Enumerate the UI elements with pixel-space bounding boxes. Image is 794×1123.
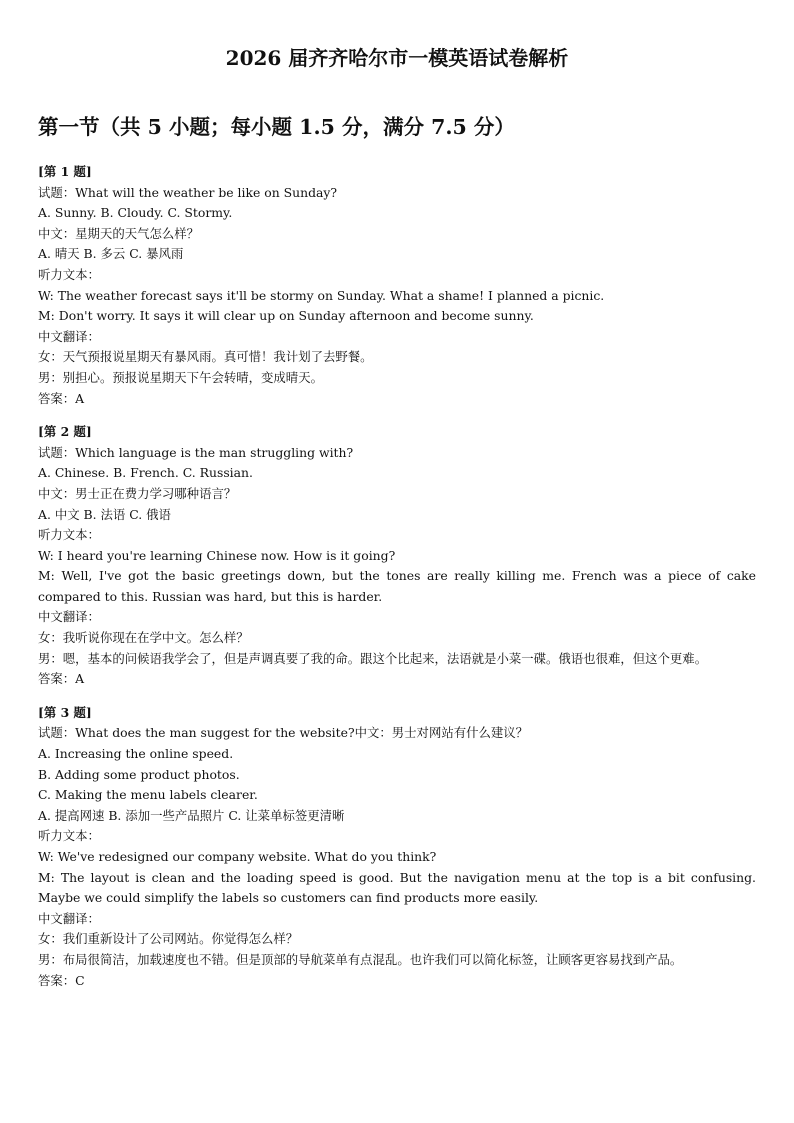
question-list (38, 162, 756, 1004)
translation-line: 女：天气预报说星期天有暴风雨。真可惜！我计划了去野餐。 (38, 349, 373, 365)
answer-option-b: B. Adding some product photos. (38, 766, 240, 782)
question-prompt: 试题：What will the weather be like on Sunday? (38, 184, 338, 200)
question-1 (38, 162, 756, 409)
transcript-label: 听力文本： (38, 828, 100, 844)
question-prompt: 试题：What does the man suggest for the website?中文：男士对网站有什么建议？ (38, 725, 529, 741)
translation-label: 中文翻译： (38, 609, 100, 625)
chinese-prompt: 中文：星期天的天气怎么样？ (38, 225, 200, 241)
transcript-label: 听力文本： (38, 266, 100, 282)
transcript-line: W: I heard you're learning Chinese now. How is it going? (38, 547, 396, 563)
chinese-options: A. 提高网速 B. 添加一些产品照片 C. 让菜单标签更清晰 (38, 807, 345, 823)
translation-line: 男：布局很简洁，加载速度也不错。但是顶部的导航菜单有点混乱。也许我们可以简化标签，让顾客更容易找到产品。 (38, 951, 683, 967)
document-title: 2026 届齐齐哈尔市一模英语试卷解析 (225, 46, 569, 70)
transcript-label: 听力文本： (38, 527, 100, 543)
answer-options: A. Sunny. B. Cloudy. C. Stormy. (38, 205, 233, 221)
answer-key: 答案：C (38, 972, 85, 988)
transcript-line: M: Don't worry. It says it will clear up on Sunday afternoon and become sunny. (38, 308, 534, 324)
answer-option-a: A. Increasing the online speed. (38, 746, 234, 762)
answer-option-c: C. Making the menu labels clearer. (38, 787, 258, 803)
answer-options: A. Chinese. B. French. C. Russian. (38, 465, 253, 481)
question-tag: [第 2 题] (38, 424, 92, 440)
translation-label: 中文翻译： (38, 910, 100, 926)
translation-line: 女：我们重新设计了公司网站。你觉得怎么样？ (38, 931, 299, 947)
transcript-line: M: The layout is clean and the loading speed is good. But the navigation menu at the top is a bit confusing. Maybe we could simplify the labels so customers can find products more easily. (38, 869, 756, 906)
translation-line: 男：嗯，基本的问候语我学会了，但是声调真要了我的命。跟这个比起来，法语就是小菜一碟。俄语也很难，但这个更难。 (38, 650, 708, 666)
question-tag: [第 3 题] (38, 704, 92, 720)
chinese-prompt: 中文：男士正在费力学习哪种语言？ (38, 485, 237, 501)
translation-line: 女：我听说你现在在学中文。怎么样？ (38, 630, 249, 646)
transcript-line: W: The weather forecast says it'll be stormy on Sunday. What a shame! I planned a picnic. (38, 287, 605, 303)
chinese-options: A. 晴天 B. 多云 C. 暴风雨 (38, 246, 184, 262)
question-tag: [第 1 题] (38, 164, 92, 179)
question-3 (38, 703, 756, 991)
question-2 (38, 422, 756, 690)
chinese-options: A. 中文 B. 法语 C. 俄语 (38, 506, 171, 522)
answer-key: 答案：A (38, 390, 85, 406)
section-heading: 第一节（共 5 小题；每小题 1.5 分，满分 7.5 分） (38, 115, 515, 139)
translation-line: 男：别担心。预报说星期天下午会转晴，变成晴天。 (38, 369, 323, 385)
transcript-line: M: Well, I've got the basic greetings down, but the tones are really killing me. French was a piece of cake compared to this. Russian was hard, but this is harder. (38, 568, 756, 604)
transcript-line: W: We've redesigned our company website. What do you think? (38, 849, 437, 864)
question-prompt: 试题：Which language is the man struggling with? (38, 444, 354, 460)
translation-label: 中文翻译： (38, 328, 100, 344)
answer-key: 答案：A (38, 671, 85, 687)
